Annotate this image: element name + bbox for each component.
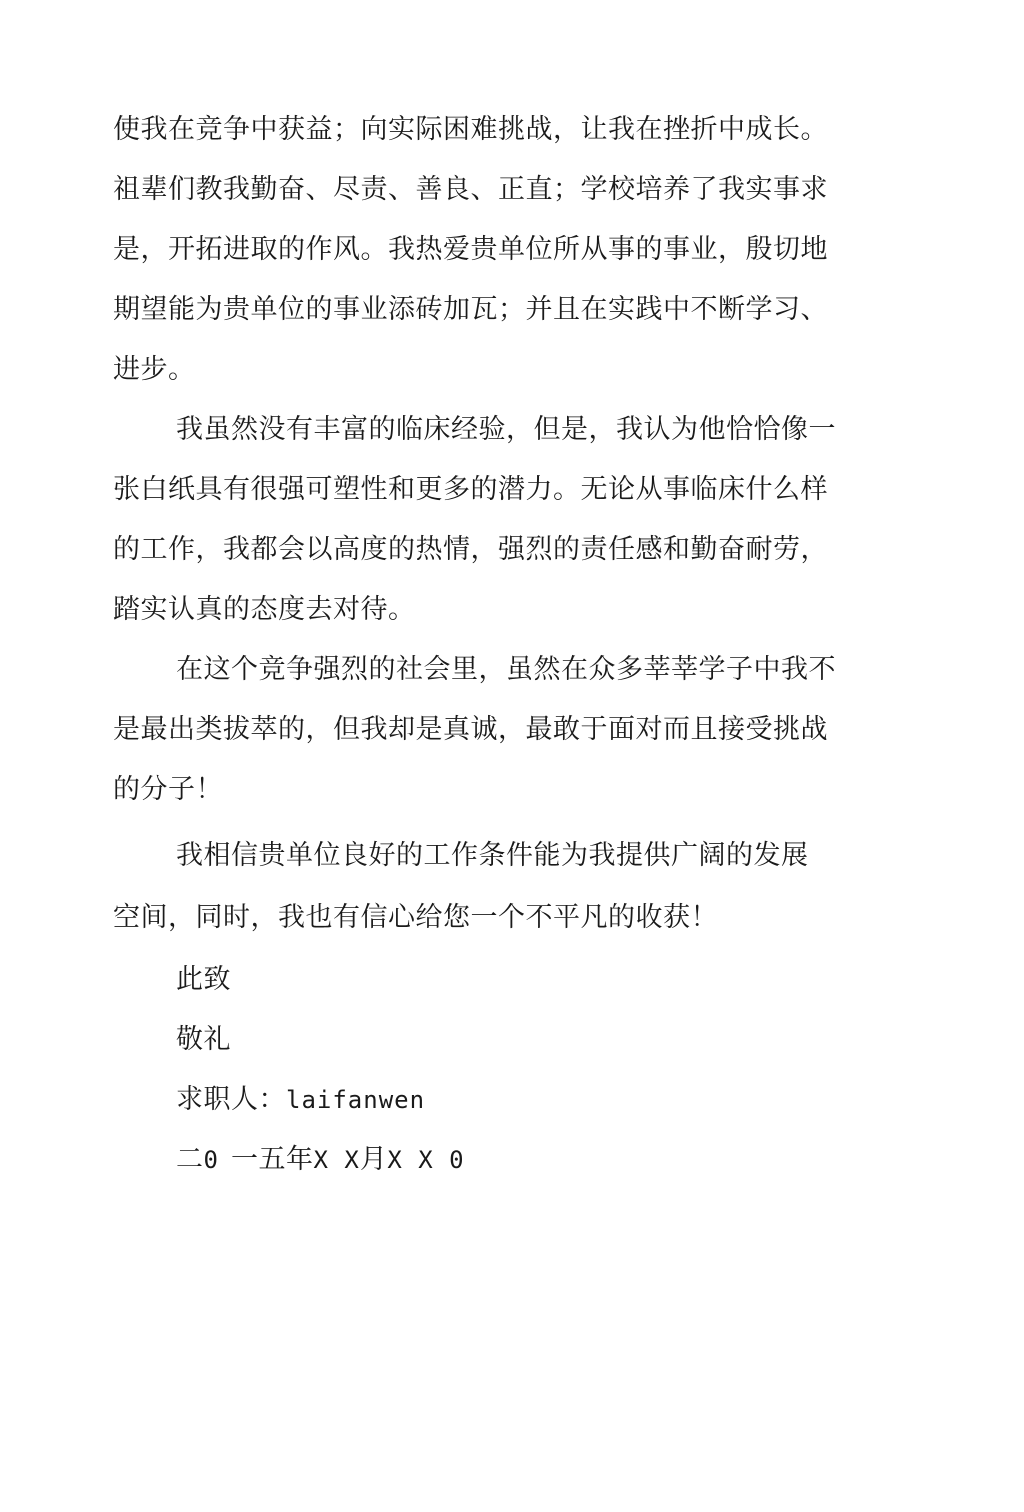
body-line: 在这个竞争强烈的社会里，虽然在众多莘莘学子中我不 [176, 654, 836, 685]
body-line: 的工作，我都会以高度的热情，强烈的责任感和勤奋耐劳， [113, 534, 828, 565]
date-part: 一五年 [230, 1144, 314, 1175]
body-line: 的分子！ [113, 774, 223, 805]
date-part: X X [313, 1146, 360, 1174]
body-line: 踏实认真的态度去对待。 [113, 594, 416, 625]
body-line: 进步。 [113, 354, 196, 385]
respect-closing: 敬礼 [176, 1024, 231, 1055]
signer-label: 求职人： [176, 1084, 286, 1115]
date-part: X X 0 [387, 1146, 465, 1174]
date-part: 月 [359, 1144, 388, 1175]
signer-line [176, 1082, 425, 1118]
body-line: 空间，同时，我也有信心给您一个不平凡的收获！ [113, 902, 718, 933]
date-line [176, 1142, 465, 1178]
body-line: 是，开拓进取的作风。我热爱贵单位所从事的事业，殷切地 [113, 234, 828, 265]
signer-name: laifanwen [286, 1086, 426, 1114]
date-part: 二 [176, 1144, 204, 1175]
body-line: 祖辈们教我勤奋、尽责、善良、正直；学校培养了我实事求 [113, 174, 828, 205]
salutation: 此致 [176, 964, 231, 995]
body-line: 是最出类拔萃的，但我却是真诚，最敢于面对而且接受挑战 [113, 714, 828, 745]
body-line: 我虽然没有丰富的临床经验，但是，我认为他恰恰像一 [176, 414, 836, 445]
date-part: 0 [203, 1146, 219, 1174]
body-line: 我相信贵单位良好的工作条件能为我提供广阔的发展 [176, 840, 809, 871]
body-line: 期望能为贵单位的事业添砖加瓦；并且在实践中不断学习、 [113, 294, 828, 325]
body-line: 使我在竞争中获益；向实际困难挑战，让我在挫折中成长。 [113, 114, 828, 145]
body-line: 张白纸具有很强可塑性和更多的潜力。无论从事临床什么样 [113, 474, 828, 505]
